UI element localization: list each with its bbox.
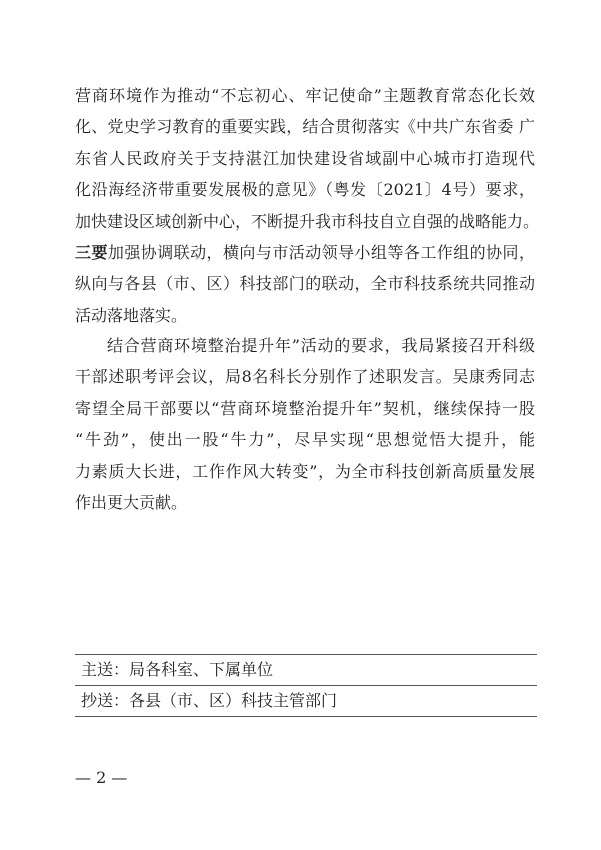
text-line: 纵向与各县（市、区）科技部门的联动，全市科技系统共同推动 <box>75 274 535 294</box>
text-line: 活动落地落实。 <box>75 305 188 325</box>
text-line: 营商环境作为推动“不忘初心、牢记使命”主题教育常态化长效 <box>75 86 535 105</box>
point-3-lead: 三要 <box>75 242 108 262</box>
page-number: — 2 — <box>75 768 128 787</box>
text-line: 干部述职考评会议，局8名科长分别作了述职发言。吴康秀同志 <box>75 367 535 387</box>
text-line: “牛劲”，使出一股“牛力”，尽早实现“思想觉悟大提升，能 <box>75 430 535 450</box>
text-line: 化、党史学习教育的重要实践，结合贯彻落实《中共广东省委 广 <box>75 117 535 137</box>
distribution-block <box>75 654 537 717</box>
main-recipients: 主送：局各科室、下属单位 <box>81 660 274 679</box>
text-line: 作出更大贡献。 <box>75 492 188 512</box>
paragraph-1 <box>75 80 540 331</box>
text-line: 加快建设区域创新中心，不断提升我市科技自立自强的战略能力。 <box>75 211 540 231</box>
text-line: 东省人民政府关于支持湛江加快建设省域副中心城市打造现代 <box>75 148 535 168</box>
text-line: 结合营商环境整治提升年”活动的要求，我局紧接召开科级 <box>107 336 535 355</box>
point-3-line <box>75 237 535 268</box>
paragraph-2 <box>75 330 535 518</box>
point-3-text: 加强协调联动，横向与市活动领导小组等各工作组的协同， <box>107 242 535 262</box>
text-line: 寄望全局干部要以“营商环境整治提升年”契机，继续保持一股 <box>75 398 535 418</box>
text-line: 力素质大长进，工作作风大转变”，为全市科技创新高质量发展 <box>75 461 535 481</box>
cc-recipients: 抄送：各县（市、区）科技主管部门 <box>81 691 338 710</box>
text-line: 化沿海经济带重要发展极的意见》（粤发〔2021〕4号）要求， <box>75 180 535 200</box>
divider-bottom <box>75 716 537 717</box>
